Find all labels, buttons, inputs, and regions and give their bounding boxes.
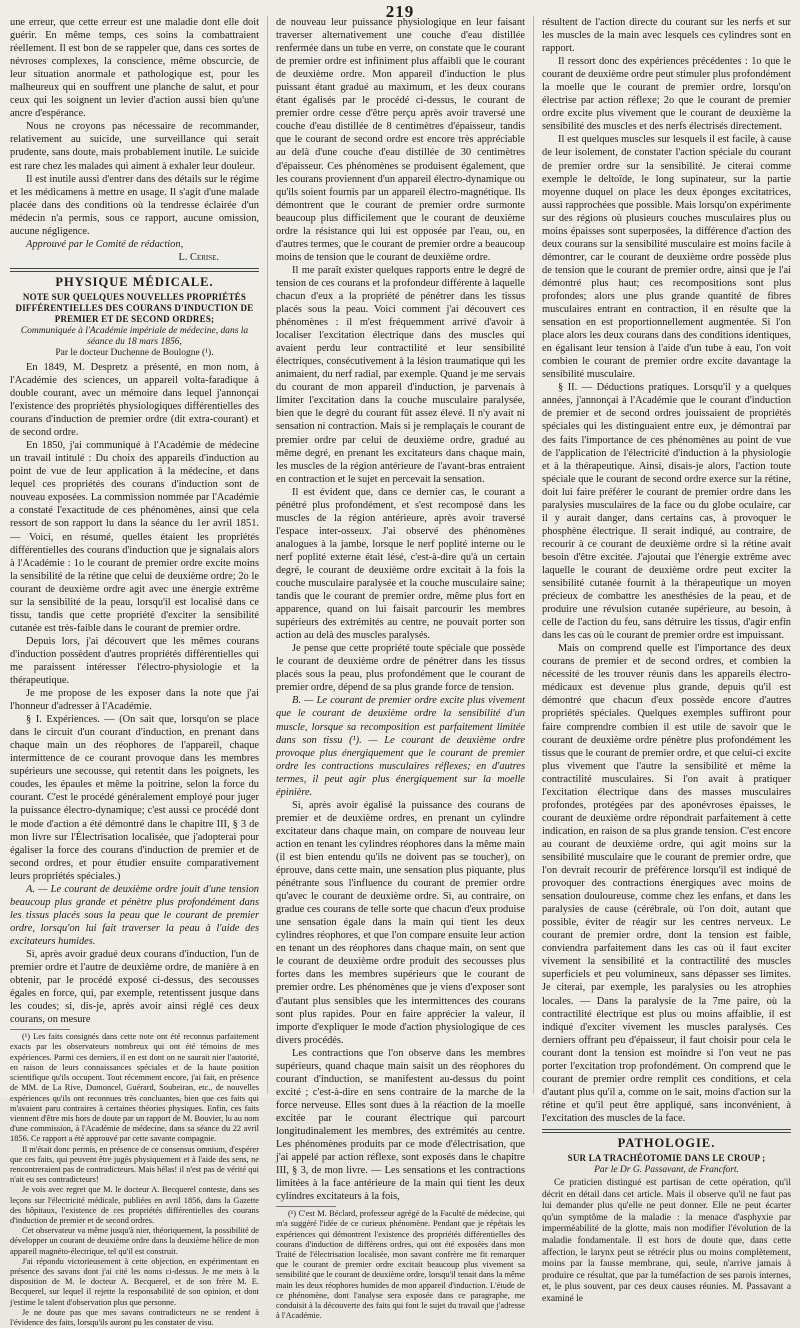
- footnote: (¹) Les faits consignés dans cette note ont été reconnus parfaitement exacts par les observateurs nombreux qui ont été témoins de mes expériences. Parmi ces derniers, il en est dont on ne saurait nier l'autorité, en raison de leurs connaissances spéciales et de la haute position scientifique qu'ils occupent. Tout récemment encore, j'ai fait, en présence de MM. de La Rive, Dumoncel, Guérard, Soubeiran, etc., de nouvelles expériences qu'ils ont reconnues très concluantes, bien que ces faits qui m'avaient paru contraires à certaines théories physiques. Enfin, ces faits viennent d'être mis hors de doute par un rapport de M. Bouvier, lu au nom d'une commission, à l'Académie de médecine, dans sa séance du 22 avril 1856. Ce rapport a été approuvé par cette savante compagnie.: [10, 1032, 259, 1144]
- section-divider: [10, 268, 259, 272]
- column-3: [533, 16, 792, 1304]
- section-title: PHYSIQUE MÉDICALE.: [55, 274, 214, 289]
- paragraph: une erreur, que cette erreur est une maladie dont elle doit guérir. En même temps, ces soins la combattraient réellement. Il est bon de se rappeler que, dans ces sortes de névroses complexes, la conscience, même obscurcie, de leur situation anormale et pathologique est, pour les malheureux qui en souffrent une planche de salut, et pour ceux qui les soignent un levier d'action aussi bien qu'une ancre d'espérance.: [10, 17, 259, 120]
- paragraph: § I. Expériences. — (On sait que, lorsqu'on se place dans le circuit d'un courant d'induction, en prenant dans chaque main un des réophores de l'appareil, chaque intermittence de ce courant provoque dans les membres supérieurs une secousse, qui retentit dans les poignets, les coudes, les épaules et même la poitrine, selon la force du courant. C'est le procédé généralement employé pour juger la puissance électro-dynamique; c'est aussi ce procédé dont le mode d'action a été démontré dans le chapitre III, § 3 de mon livre sur l'Électrisation localisée, que j'adopterai pour égaliser la force des courans d'induction de premier et de second ordres, et pour étudier ensuite comparativement leurs propriétés spéciales.): [10, 714, 259, 882]
- paragraph: Il est évident que, dans ce dernier cas, le courant a pénétré plus profondément, et s'est recomposé dans les muscles de la région antérieure, après avoir traversé l'espace inter-osseux. J'ai observé des phénomènes analogues à la jambe, lorsque le nerf poplité interne ou le nerf poplité externe était lésé, c'est-à-dire qu'à un certain degré, le courant de deuxième ordre excitait à la fois la couche musculaire paralysée et la couche musculaire saine; tandis que le courant de premier ordre, même plus fort en apparence, quand on lui faisait parcourir les membres supérieurs des extrémités au centre, ne pouvait porter son action au delà des muscles paralysés.: [276, 486, 525, 642]
- columns: [10, 16, 792, 1327]
- footnote-divider: [10, 1029, 70, 1030]
- footnote-divider: [276, 1206, 336, 1207]
- article-title: NOTE SUR QUELQUES NOUVELLES PROPRIÉTÉS DIFFÉRENTIELLES DES COURANS D'INDUCTION DE PREMIER ET DE SECOND ORDRES;: [15, 291, 254, 324]
- footnote: Il m'était donc permis, en présence de ce consensus omnium, d'espérer que ces faits, qui peuvent être jugés physiquement et à l'aide des sens, ne rencontreraient pas de contradicteurs. Mais hélas! il n'est pas de vérité qui n'ait eu ses contradicteurs!: [10, 1144, 259, 1185]
- signature: L. Cerise.: [178, 251, 219, 263]
- paragraph: Je me propose de les exposer dans la note que j'ai l'honneur d'adresser à l'Académie.: [10, 688, 259, 713]
- paragraph: Nous ne croyons pas nécessaire de recommander, relativement au suicide, une surveillance qui serait prudente, sans doute, mais probablement inutile. Le suicide est rare chez les malades qui aiment à exhaler leur douleur.: [10, 121, 259, 172]
- author-line: Par le Dr G. Passavant, de Francfort.: [594, 1164, 739, 1175]
- paragraph: En 1850, j'ai communiqué à l'Académie de médecine un travail intitulé : Du choix des appareils d'induction au point de vue de leur application à la médecine, et dans lequel ces propriétés des courans d'induction sont de nouveau exposées. La commission nommée par l'Académie a constaté l'exactitude de ces phénomènes, ainsi que cela ressort de son rapport lu dans la séance du 1er avril 1851. — Voici, en résumé, quelles étaient les propriétés différentielles des courans d'induction que je signalais alors à l'Académie : 1o le courant de premier ordre excite moins la sensibilité de la rétine que celui de deuxième ordre; 2o le courant de deuxième ordre agit avec une énergie extrême sur la sensibilité de la peau, lorsqu'il est localisé dans ce tissu, tandis que cette propriété d'exciter la sensibilité cutanée est très-faible dans le courant de premier ordre.: [10, 440, 259, 634]
- paragraph: résultent de l'action directe du courant sur les nerfs et sur les muscles de la main avec lesquels ces cylindres sont en rapport.: [542, 17, 791, 55]
- paragraph: A. — Le courant de deuxième ordre jouit d'une tension beaucoup plus grande et pénètre plus profondément dans les tissus placés sous la peau que le courant de premier ordre, lorsqu'on lui fait traverser la peau à l'aide des excitateurs humides.: [10, 883, 259, 947]
- paragraph: Il me paraît exister quelques rapports entre le degré de tension de ces courans et la profondeur différente à laquelle chacun d'eux a la propriété de pénétrer dans les tissus placés sous la peau. Voici comment j'ai découvert ces phénomènes : il m'est fréquemment arrivé d'avoir à localiser l'excitation électrique dans des muscles qui avaient perdu leur contractilité et leur sensibilité électriques, consécutivement à la lésion traumatique qui les animaient, du nerf radial, par exemple. Quand je me servais du courant de mon appareil d'induction, je parvenais à limiter l'excitation dans la couche musculaire paralysée, bien que le degré du courant fût assez élevé. Il n'y avait ni sensation ni contraction. Mais si je remplaçais le courant de premier ordre par celui de deuxième ordre, gradué au même degré, en prenant les excitateurs dans chaque main, les muscles de la région antérieure de l'avant-bras entraient en contraction et le sujet en percevait la sensation.: [276, 264, 525, 485]
- page-number: 219: [385, 2, 415, 21]
- paragraph: Si, après avoir égalisé la puissance des courans de premier et de deuxième ordres, en prenant un cylindre excitateur dans chaque main, on compare de nouveau leur action en tenant les cylindres réophores dans la même main (il est bien entendu qu'ils ne doivent pas se toucher), on éprouve, dans cette main, une sensation plus piquante, plus pénétrante sous l'influence du courant de premier ordre qu'avec le courant de deuxième ordre. Si, au contraire, on gradue ces courans de telle sorte que chacun d'eux produise une sensation égale dans la main qui tient les deux cylindres réophores, et que l'on compare ensuite leur action en tenant un des réophores dans chaque main, on sent que le courant de deuxième ordre produit des secousses plus fortes dans les membres supérieurs que le courant de premier ordre. Les phénomènes que je viens d'exposer sont d'autant plus sensibles que les intermittences des courans sont plus rapides. Pour en faire apprécier la valeur, il importe d'expliquer le mode d'action physiologique de ces divers procédés.: [276, 799, 525, 1046]
- paragraph: Je pense que cette propriété toute spéciale que possède le courant de deuxième ordre de pénétrer dans les tissus placés sous la peau, plus profondément que le courant de premier ordre, dépend de sa plus grande force de tension.: [276, 643, 525, 694]
- paragraph: de nouveau leur puissance physiologique en leur faisant traverser alternativement une couche d'eau distillée renfermée dans un tube en verre, on constate que le courant de premier ordre est infiniment plus affaibli que le courant de deuxième ordre. Mon appareil d'induction le plus puissant étant gradué au maximum, et les deux courans étant égalisés par le procédé ci-dessus, le courant de premier ordre cesse d'être perçu après avoir traversé une couche d'eau distillée de 8 centimètres d'épaisseur, tandis que le courant de second ordre est encore très appréciable au delà d'une couche d'eau distillée de 30 centimètres d'épaisseur. Ces phénomènes se produisent également, que les courans proviennent d'un appareil électro-dynamique ou qu'ils soient fournis par un appareil électro-magnétique. Ils démontrent que le courant de premier ordre surmonte beaucoup plus difficilement que le courant de deuxième ordre la résistance qui lui est opposée par l'eau, ou, en d'autres termes, que le courant de premier ordre a beaucoup moins de tension que le courant de deuxième ordre.: [276, 17, 525, 263]
- paragraph: Si, après avoir gradué deux courans d'induction, l'un de premier ordre et l'autre de deuxième ordre, de manière à en obtenir, par le procédé exposé ci-dessus, des secousses égales en force, qui, par exemple, retentissent jusque dans les coudes; si, dis-je, après avoir ainsi réglé ces deux courans, on mesure: [10, 949, 259, 1026]
- paragraph: Il est inutile aussi d'entrer dans des détails sur le régime et les médicamens à mettre en usage. Il s'agit d'une malade placée dans des conditions où la tendresse éclairée d'un médecin n'a permis, sous ce rapport, aucune omission, aucune négligence.: [10, 173, 259, 237]
- paragraph: En 1849, M. Despretz a présenté, en mon nom, à l'Académie des sciences, un appareil volta-faradique à double courant, avec un mémoire dans lequel j'annonçai l'existence des propriétés physiologiques différentielles des courans d'induction de premier ordre (dit extra-courant) et de second ordre.: [10, 361, 259, 439]
- paragraph: Ce praticien distingué est partisan de cette opération, qu'il décrit en détail dans cet article. Mais il observe qu'il ne faut pas lui demander plus qu'elle ne peut donner. Elle ne peut écarter qu'un symptôme de la maladie : la menace d'asphyxie par imperméabilité de la glotte, mais non modifier l'évolution de la maladie fondamentale. Il est hors de doute que, dans cette affection, le larynx peut se rétrécir plus ou moins complètement, moins par la fausse membrane, qui, seule, n'arrive jamais à produire ce résultat, que par la tuméfaction de ses parois internes, et, le plus souvent, par ces deux causes réunies. M. Passavant a examiné le: [542, 1177, 791, 1304]
- paragraph: Depuis lors, j'ai découvert que les mêmes courans d'induction possèdent d'autres propriétés différentielles qui me paraissent intéresser l'électro-physiologie et la thérapeutique.: [10, 635, 259, 687]
- paragraph: Les contractions que l'on observe dans les membres supérieurs, quand chaque main saisit un des réophores du courant d'induction, se manifestent au-dessus du point excité ; c'est-à-dire en sens contraire de la marche de la force nerveuse. Elles sont dues à la réaction de la moelle excitée par le courant électrique qui parcourt longitudinalement les membres, des extrémités au centre. Les phénomènes produits par ce mode d'électrisation, que j'ai appelé par action réflexe, sont exposés dans le chapitre III, § 3, de mon livre. — Les sensations et les contractions limitées à la face antérieure de la main qui tient les deux cylindres excitateurs à la fois,: [276, 1047, 525, 1203]
- paragraph: B. — Le courant de premier ordre excite plus vivement que le courant de deuxième ordre la sensibilité d'un muscle, lorsque sa recomposition est parfaitement limitée dans son tissu (¹). — Le courant de deuxième ordre provoque plus énergiquement que le courant de premier ordre les contractions musculaires réflexes; en d'autres termes, il peut agir plus énergiquement sur la moelle épinière.: [276, 695, 525, 798]
- section-divider: [542, 1129, 791, 1133]
- footnote: Je ne doute pas que mes savans contradicteurs ne se rendent à l'évidence des faits, lorsqu'ils auront pu les constater de visu.: [10, 1307, 259, 1327]
- author-line: Par le docteur Duchenne de Boulogne (¹).: [55, 347, 214, 358]
- footnote: J'ai répondu victorieusement à cette objection, en expérimentant en présence des savans dont j'ai cité les noms ci-dessus. Je me mets à la disposition de M. le docteur A. Becquerel, et de son frère M. E. Becquerel, sur lequel il rejette la responsabilité de son opinion, et dont j'estime le talent d'observation plus que personne.: [10, 1256, 259, 1307]
- paragraph: Il ressort donc des expériences précédentes : 1o que le courant de deuxième ordre peut stimuler plus profondément la moelle que le courant de premier ordre, lorsqu'on électrise par action réflexe; 2o que le courant de premier ordre excite plus vivement que le courant de deuxième la sensibilité des muscles et des nerfs électrisés directement.: [542, 56, 792, 133]
- section-title: PATHOLOGIE.: [617, 1135, 716, 1150]
- paragraph: § II. — Déductions pratiques. Lorsqu'il y a quelques années, j'annonçai à l'Académie que le courant d'induction de premier et de second ordres jouissaient de propriétés spéciales qui les distinguaient entre eux, je démontrai par des faits l'importance de ces phénomènes au point de vue de l'application de l'électricité d'induction à la physiologie et à la thérapeutique. Ainsi, disais-je alors, l'action toute spéciale que le courant de second ordre exerce sur la rétine, doit lui faire préférer le courant de premier ordre dans les paralysies musculaires de la face ou du globe oculaire, car il y aurait danger, dans certains cas, à provoquer le phosphène électrique. Il serait indiqué, au contraire, de recourir à ce courant de deuxième ordre si la rétine avait besoin d'être excitée. J'ajoutai que l'énergie extrême avec laquelle le courant de deuxième ordre peut exciter la sensibilité cutanée fournit à la thérapeutique un moyen précieux de combattre les anesthésies de la peau, et de produire une révulsion cutanée supérieure, au besoin, à celle de l'action du feu, sans détruire les tissus, d'agir enfin dans les cas où le courant de premier ordre est impuissant.: [542, 382, 791, 642]
- column-1: [10, 16, 259, 1327]
- article-title: SUR LA TRACHÉOTOMIE DANS LE CROUP ;: [567, 1152, 766, 1163]
- footnote: (¹) C'est M. Béclard, professeur agrégé de la Faculté de médecine, qui m'a suggéré l'idée de ce curieux phénomène. Pendant que je répétais les expériences qui démontrent l'existence des propriétés différentielles des courans d'induction de différens ordres, qui ont été exposées dans mon Traité de l'électrisation localisée, mon savant confrère me fit remarquer que le courant de premier ordre excitait beaucoup plus vivement sa sensibilité que le courant de deuxième ordre, lorsqu'il tenait dans la même main les deux réophores humides de mon appareil d'induction. L'étude de ce phénomène, dont l'analyse sera exposée dans ce paragraphe, me conduisit à la découverte des faits qui font le sujet du travail que j'adresse à l'Académie.: [276, 1209, 525, 1321]
- paragraph: Mais on comprend quelle est l'importance des deux courans de premier et de second ordres, et combien la nécessité de les trouver réunis dans les appareils électro-médicaux est devenue plus grande, depuis qu'il est démontré que chacun d'eux possède encore d'autres propriétés spéciales. Quelques exemples suffiront pour faire comprendre combien il est utile de savoir que le courant de deuxième ordre pénètre plus profondément les tissus que le courant de premier ordre, et que celui-ci excite plus vivement que l'autre la sensibilité et même la contractilité musculaires. Si l'on avait à pratiquer l'excitation électrique dans des masses musculaires profondes, protégées par des aponévroses épaisses, le courant de deuxième ordre répondrait parfaitement à cette indication, en raison de sa plus grande tension. C'est encore au courant de deuxième ordre, qui agit moins sur la sensibilité musculaire que le courant de premier ordre, que l'on devrait recourir de préférence lorsqu'il est indiqué de provoquer des contractions énergiques avec moins de sensation douloureuse, comme chez les enfans, et dans les paralysies de cause (cérébrale, où l'on doit, autant que possible, éviter de réagir sur les centres nerveux. Le courant de premier ordre, dont la tension est faible, conviendra parfaitement dans les cas où il faut exciter vivement la sensibilité et la contractilité des muscles superficiels et peu volumineux, sans dépasser ses limites. Je citerai, par exemple, les paralysies ou les atrophies locales. — Dans la paralysie de la 7me paire, où la contractilité électrique est plus ou moins affaiblie, il est indiqué d'exciter vivement les muscles paralysés. Ces derniers offrant peu d'épaisseur, il faut choisir pour cela le courant dont la tension est moindre si l'on veut ne pas porter l'excitation trop profondément. On comprend que le courant de premier ordre remplit ces conditions, et cela d'autant plus qu'il a, comme on le sait, moins d'action sur la rétine et qu'il peut être appliqué, sans inconvénient, à l'excitation des muscles de la face.: [542, 643, 791, 1124]
- approval-note: Approuvé par le Comité de rédaction,: [26, 238, 184, 250]
- communication-note: Communiquée à l'Académie impériale de médecine, dans la séance du 18 mars 1856,: [20, 325, 249, 347]
- paragraph: Il est quelques muscles sur lesquels il est facile, à cause de leur isolement, de constater l'action spéciale du courant de premier ordre sur la sensibilité. Je citerai comme exemple le deltoïde, le long supinateur, sur la partie moyenne duquel on place les deux éponges excitatrices, aussi rapprochées que possible. Mais lorsqu'on expérimente sur des régions où plusieurs couches musculaires plus ou moins épaisses sont superposées, la différence d'action des deux courans sur la sensibilité musculaire est moins facile à démontrer, car le courant de deuxième ordre possède plus de tension que le courant de premier ordre, ainsi que je l'ai démontré plus haut; ces recompositions sont plus profondes; alors une plus grande quantité de fibres musculaires entrant en contraction, il en résulte que la sensation en est proportionnellement augmentée. Si l'on place alors les deux courans dans des conditions identiques, en égalisant leur tension à l'aide d'un tube à eau, l'on voit combien le courant de premier ordre excite davantage la sensibilité musculaire.: [542, 134, 791, 381]
- footnote: Je vois avec regret que M. le docteur A. Becquerel conteste, dans ses leçons sur l'électricité médicale, publiées en avril 1856, dans la Gazette des hôpitaux, l'existence de ces propriétés différentielles des courans d'induction de premier et de second ordres.: [10, 1185, 259, 1225]
- column-2: [267, 16, 525, 1321]
- footnote: Cet observateur va même jusqu'à nier, théoriquement, la possibilité de développer un courant de deuxième ordre dans la deuxième hélice de mon appareil magnéto-électrique, tel qu'il est construit.: [10, 1226, 259, 1256]
